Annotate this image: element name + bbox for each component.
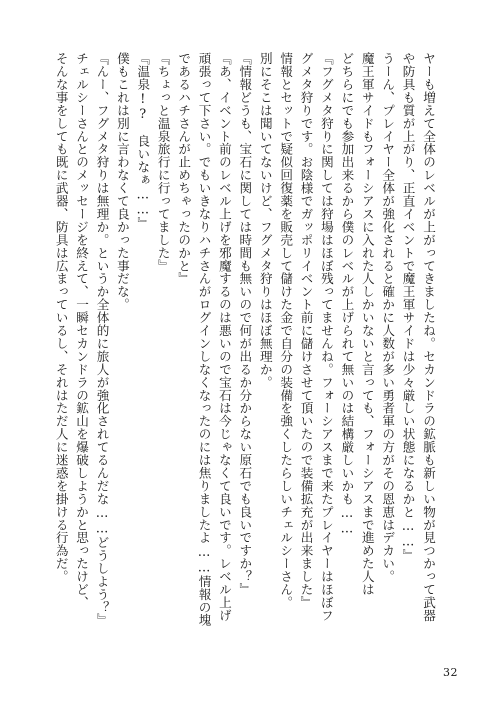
text-line: 『情報どうも、宝石に関しては時間も無いので何が出るか分からない原石でも良いですか？』 [237, 52, 253, 596]
text-line: 僕もこれは別に言わなくて良かった事だな。 [114, 52, 130, 311]
text-line: うーん、プレイヤー全体が強化されると確かに人数が多い勇者軍の方がその恩恵はデカい。 [380, 52, 396, 583]
text-line: どちらにでも参加出来るから僕のレベルが上げられて無いのは結構厳しいかも…… [339, 52, 355, 536]
text-line: 頑張って下さい。でもいきなりハチさんがログインしなくなったのには焦りましたよ……情報の塊 [196, 52, 212, 627]
text-line: グメタ狩りです。お陰様でガッポリイベント前に儲けさせて頂いたので装備拡充が出来ました』 [298, 52, 314, 609]
text-line: 別にそこは聞いてないけど、フグメタ狩りはほぼ無理か。 [257, 52, 273, 389]
page-number: 32 [443, 666, 458, 679]
text-line: チェルシーさんとのメッセージを終えて、一瞬セカンドラの鉱山を爆破しようかと思ったけど、 [74, 52, 90, 609]
text-line: 『ちょっと温泉旅行に行ってました』 [155, 52, 171, 273]
text-line: そんな事をしても既に武器、防具は広まっているし、それはただ人に迷惑を掛ける行為だ。 [53, 52, 69, 583]
text-line: や防具も質が上がり、正直イベントで魔王軍サイドは少々厳しい状態になるかと……』 [400, 52, 416, 562]
text-line: 『温泉!? 良いなぁ……』 [135, 52, 151, 230]
text-line: 『あ、イベント前のレベル上げを邪魔するのは悪いので宝石は今じゃなくて良いです。レベル上げ [216, 52, 232, 622]
text-line: ヤーも増えて全体のレベルが上がってきましたね。セカンドラの鉱脈も新しい物が見つかって武器 [421, 52, 436, 622]
text-line: 魔王軍サイドもフォーシアスに入れた人しかいないと言っても、フォーシアスまで進めた人は [359, 52, 375, 596]
text-line: 『フグメタ狩りに関しては狩場はほぼ残ってませんね。フォーシアスまで来たプレイヤーはほぼフ [318, 52, 334, 622]
text-line: であるハチさんが止めちゃったのかと』 [176, 52, 192, 286]
text-line: 情報とセットで疑似回復薬を販売して儲けた金で自分の装備を強くしたらしいチェルシーさん。 [278, 52, 294, 609]
body-text [46, 52, 438, 652]
text-line: 『んー、フグメタ狩りは無理か。というか全体的に旅人が強化されてるんだな……どうしよう？』 [94, 52, 110, 627]
